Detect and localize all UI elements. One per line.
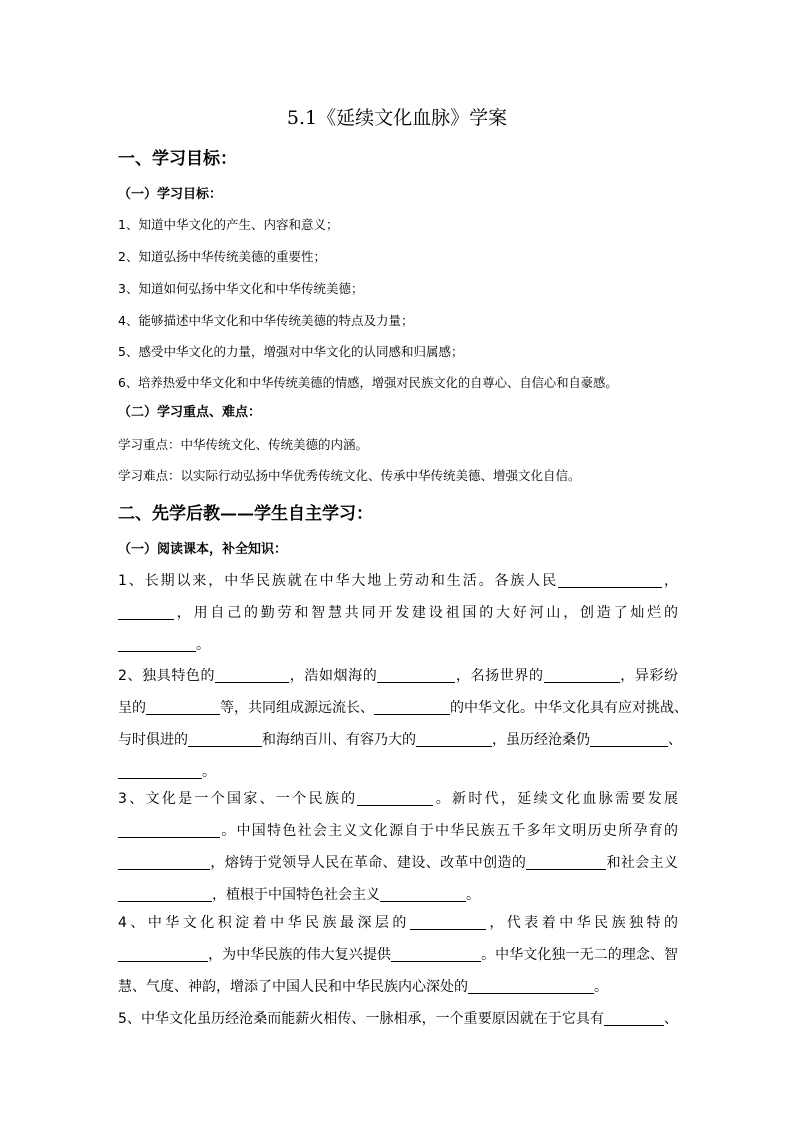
subheading-reading: （一）阅读课本，补全知识： [118,542,288,557]
blank-field[interactable] [215,666,289,683]
blank-field[interactable] [118,762,202,779]
blank-field[interactable] [391,945,481,962]
blank-field[interactable] [558,571,662,588]
objective-5: 5、感受中华文化的力量，增强对中华文化的认同感和归属感； [118,344,464,359]
question-4 [118,907,678,1003]
blank-field[interactable] [380,885,466,902]
question-1-line-1: 1、长期以来，中华民族就在中华大地上劳动和生活。各族人民 ， [118,573,679,589]
question-5-line-1: 5、中华文化虽历经沧桑而能薪火相传、一脉相承，一个重要原因就在于它具有 、 [118,1011,678,1027]
question-4-line-3: 慧、气度、神韵，增添了中国人民和中华民族内心深处的 。 [118,979,608,995]
section-heading-self-study: 二、先学后教——学生自主学习： [118,504,373,524]
question-5 [118,1003,678,1035]
objective-2: 2、知道弘扬中华传统美德的重要性； [118,249,326,264]
key-point: 学习重点：中华传统文化、传统美德的内涵。 [118,437,369,452]
question-2-line-4: 。 [118,756,678,788]
question-4-line-2: ，为中华民族的伟大复兴提供 。中华文化独一无二的理念、智 [118,939,678,971]
question-1-line-2: ，用自己的勤劳和智慧共同开发建设祖国的大好河山，创造了灿烂的 [118,597,678,629]
blank-field[interactable] [416,730,492,747]
question-3-line-3: ，熔铸于党领导人民在革命、建设、改革中创造的 和社会主义 [118,847,678,879]
blank-field[interactable] [118,885,212,902]
question-3 [118,783,678,911]
objective-3: 3、知道如何弘扬中华文化和中华传统美德； [118,281,364,296]
question-1-line-3: 。 [118,629,678,661]
question-3-line-4: ，植根于中国特色社会主义 。 [118,879,678,911]
question-1 [118,565,678,661]
question-3-line-1: 3、文化是一个国家、一个民族的 。新时代，延续文化血脉需要发展 [118,791,678,807]
blank-field[interactable] [118,853,210,870]
difficult-point: 学习难点：以实际行动弘扬中华优秀传统文化、传承中华传统美德、增强文化自信。 [118,468,581,483]
blank-field[interactable] [544,666,620,683]
blank-field[interactable] [118,821,220,838]
subheading-key-points: （二）学习重点、难点： [118,405,262,420]
blank-field[interactable] [410,913,486,930]
blank-field[interactable] [468,977,594,994]
blank-field[interactable] [604,1009,664,1026]
blank-field[interactable] [377,666,455,683]
question-2 [118,660,688,788]
objective-6: 6、培养热爱中华文化和中华传统美德的情感，增强对民族文化的自尊心、自信心和自豪感。 [118,376,618,390]
objective-4: 4、能够描述中华文化和中华传统美德的特点及力量； [118,313,414,328]
question-3-line-2: 。中国特色社会主义文化源自于中华民族五千多年文明历史所孕育的 [118,815,678,847]
question-2-line-2: 呈的 等，共同组成源远流长、 的中华文化。中华文化具有应对挑战、 [118,700,688,716]
objective-1: 1、知道中华文化的产生、内容和意义； [118,217,339,232]
question-4-line-1: 4、中华文化积淀着中华民族最深层的 ，代表着中华民族独特的 [118,915,679,931]
blank-field[interactable] [118,603,174,620]
blank-field[interactable] [526,853,606,870]
question-2-line-3: 与时俱进的 和海纳百川、有容乃大的 ，虽历经沧桑仍 、 [118,732,682,748]
blank-field[interactable] [590,730,668,747]
blank-field[interactable] [188,730,262,747]
blank-field[interactable] [357,789,433,806]
page-title: 5.1《延续文化血脉》学案 [286,107,508,129]
blank-field[interactable] [374,698,450,715]
blank-field[interactable] [118,635,196,652]
blank-field[interactable] [146,698,220,715]
section-heading-objectives: 一、学习目标： [118,149,237,169]
question-2-line-1: 2、独具特色的 ，浩如烟海的 ，名扬世界的 ，异彩纷 [118,668,679,684]
subheading-objectives: （一）学习目标： [118,187,223,202]
blank-field[interactable] [118,945,208,962]
